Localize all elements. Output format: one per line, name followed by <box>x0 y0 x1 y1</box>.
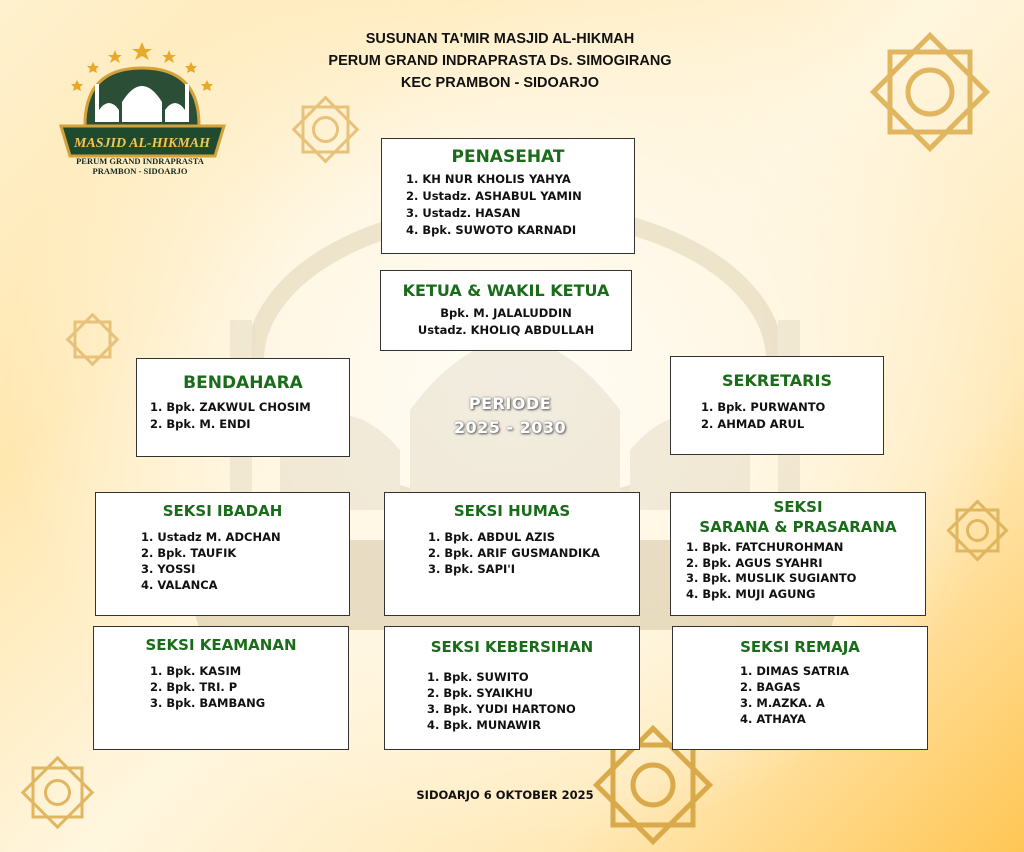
sekretaris-title: SEKRETARIS <box>722 371 832 390</box>
sekretaris-list <box>701 399 883 433</box>
list-item: 2. Bpk. AGUS SYAHRI <box>686 555 823 570</box>
header-location: PERUM GRAND INDRAPRASTA Ds. SIMOGIRANG <box>328 53 672 69</box>
header-title: SUSUNAN TA'MIR MASJID AL-HIKMAH <box>365 31 635 47</box>
ketua-list <box>381 305 631 339</box>
list-item: 1. Bpk. SUWITO <box>427 670 529 684</box>
ibadah-title: SEKSI IBADAH <box>162 502 283 520</box>
remaja-title: SEKSI REMAJA <box>740 638 860 656</box>
logo-subtitle-line1: PERUM GRAND INDRAPRASTA <box>76 156 204 166</box>
ibadah-list <box>141 529 349 593</box>
footer-date: SIDOARJO 6 OKTOBER 2025 <box>416 788 594 802</box>
periode-label <box>420 392 600 440</box>
list-item: 4. Bpk. MUJI AGUNG <box>686 586 816 601</box>
list-item: 2. BAGAS <box>740 680 801 694</box>
bendahara-title: BENDAHARA <box>183 373 303 393</box>
keamanan-box <box>93 626 349 750</box>
ornament-bottom-left <box>5 740 110 845</box>
keamanan-list <box>150 663 348 711</box>
list-item: 2. Bpk. TAUFIK <box>141 546 237 560</box>
list-item: 2. Ustadz. ASHABUL YAMIN <box>406 189 582 203</box>
kebersihan-title: SEKSI KEBERSIHAN <box>430 638 594 656</box>
penasehat-title: PENASEHAT <box>451 147 565 167</box>
sarana-list <box>686 540 925 602</box>
list-item: 1. KH NUR KHOLIS YAHYA <box>406 172 571 186</box>
list-item: 3. Ustadz. HASAN <box>406 206 521 220</box>
list-item: 1. Bpk. KASIM <box>150 664 242 678</box>
list-item: 1. Bpk. ZAKWUL CHOSIM <box>150 400 311 414</box>
list-item: 1. Ustadz M. ADCHAN <box>141 530 281 544</box>
list-item: 2. Bpk. ARIF GUSMANDIKA <box>428 546 600 560</box>
list-item: 1. Bpk. PURWANTO <box>701 400 826 414</box>
list-item: 4. ATHAYA <box>740 712 806 726</box>
list-item: 4. VALANCA <box>141 578 218 592</box>
ornament-top-left-small <box>278 82 373 177</box>
list-item: 3. Bpk. MUSLIK SUGIANTO <box>686 571 857 585</box>
list-item: 2. AHMAD ARUL <box>701 417 805 431</box>
humas-title: SEKSI HUMAS <box>453 502 571 520</box>
logo-subtitle <box>50 156 230 176</box>
header-district: KEC PRAMBON - SIDOARJO <box>400 75 600 91</box>
penasehat-list <box>406 171 634 239</box>
kebersihan-list <box>427 669 639 733</box>
logo-banner-text: MASJID AL-HIKMAH <box>73 136 211 151</box>
list-item: 1. Bpk. ABDUL AZIS <box>428 530 556 544</box>
list-item: 4. Bpk. MUNAWIR <box>427 718 542 732</box>
sarana-box <box>670 492 926 616</box>
logo-subtitle-line2: PRAMBON - SIDOARJO <box>92 166 188 176</box>
page-header <box>250 28 750 94</box>
bendahara-box <box>136 358 350 457</box>
list-item: 2. Bpk. M. ENDI <box>150 417 251 431</box>
humas-list <box>428 529 639 577</box>
sarana-title-line1: SEKSI <box>773 498 823 516</box>
ornament-top-right <box>835 0 1024 185</box>
list-item: 2. Bpk. TRI. P <box>150 680 238 694</box>
list-item: 3. Bpk. SAPI'I <box>428 562 516 576</box>
ketua-box <box>380 270 632 351</box>
list-item: Bpk. M. JALALUDDIN <box>440 306 572 320</box>
penasehat-box <box>381 138 635 254</box>
remaja-list <box>740 663 927 727</box>
list-item: 4. Bpk. SUWOTO KARNADI <box>406 223 577 237</box>
bendahara-list <box>150 399 349 433</box>
list-item: Ustadz. KHOLIQ ABDULLAH <box>417 323 595 337</box>
periode-range: 2025 - 2030 <box>453 418 567 437</box>
list-item: 3. YOSSI <box>141 562 196 576</box>
sekretaris-box <box>670 356 884 455</box>
ornament-right-middle <box>935 488 1020 573</box>
list-item: 2. Bpk. SYAIKHU <box>427 686 533 700</box>
list-item: 1. DIMAS SATRIA <box>740 664 849 678</box>
humas-box <box>384 492 640 616</box>
ibadah-box <box>95 492 350 616</box>
periode-title: PERIODE <box>468 394 552 413</box>
list-item: 3. M.AZKA. A <box>740 696 825 710</box>
keamanan-title: SEKSI KEAMANAN <box>145 636 297 654</box>
kebersihan-box <box>384 626 640 750</box>
remaja-box <box>672 626 928 750</box>
sarana-title-line2: SARANA & PRASARANA <box>699 518 897 536</box>
ketua-title: KETUA & WAKIL KETUA <box>402 281 610 300</box>
list-item: 3. Bpk. BAMBANG <box>150 696 266 710</box>
list-item: 1. Bpk. FATCHUROHMAN <box>686 540 844 554</box>
list-item: 3. Bpk. YUDI HARTONO <box>427 702 576 716</box>
